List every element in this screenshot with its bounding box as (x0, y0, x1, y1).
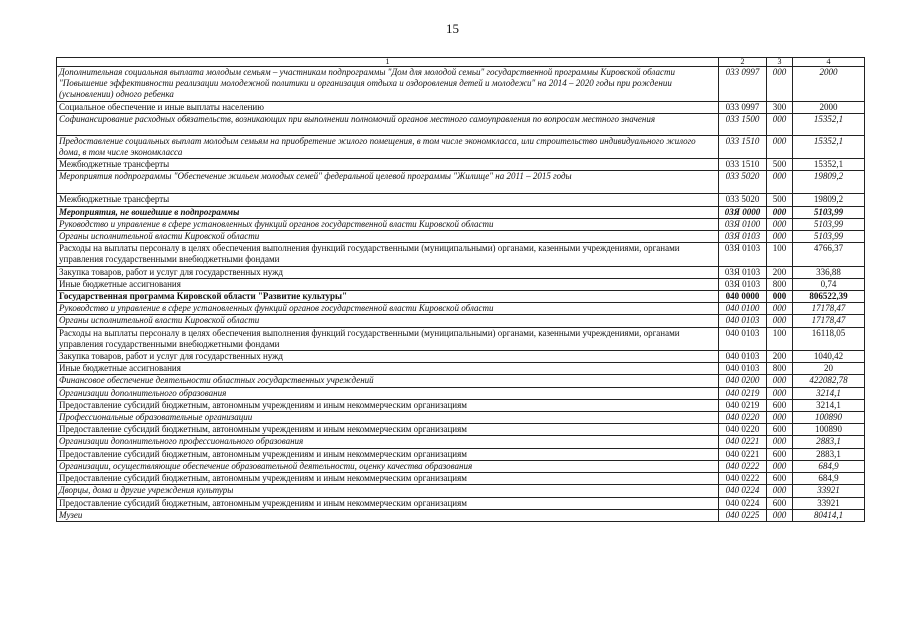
table-row (57, 485, 865, 497)
row-amount-cell: 806522,39 (793, 291, 865, 303)
row-amount-cell: 0,74 (793, 278, 865, 290)
header-col-3: 3 (767, 58, 793, 67)
table-row (57, 291, 865, 303)
row-code-cell: 040 0225 (719, 509, 767, 521)
row-type-cell: 000 (767, 171, 793, 194)
row-type-cell: 000 (767, 67, 793, 102)
row-name-cell: Предоставление субсидий бюджетным, автономным учреждениям и иным некоммерческим организациям (57, 399, 719, 411)
row-name-cell: Музеи (57, 509, 719, 521)
row-type-cell: 000 (767, 135, 793, 158)
row-type-cell: 600 (767, 497, 793, 509)
row-code-cell: 040 0222 (719, 473, 767, 485)
row-name-cell: Межбюджетные трансферты (57, 194, 719, 206)
table-row (57, 135, 865, 158)
row-name-cell: Расходы на выплаты персоналу в целях обеспечения выполнения функций государственными (муниципальными) органами, казенными учреждениями, органами управления государственными внебюджетными фондами (57, 243, 719, 266)
table-row (57, 243, 865, 266)
row-amount-cell: 15352,1 (793, 113, 865, 135)
table-row (57, 67, 865, 102)
row-amount-cell: 3214,1 (793, 399, 865, 411)
table-row (57, 171, 865, 194)
row-type-cell: 600 (767, 448, 793, 460)
table-row (57, 351, 865, 363)
row-amount-cell: 2000 (793, 67, 865, 102)
row-type-cell: 000 (767, 231, 793, 243)
table-row (57, 412, 865, 424)
row-code-cell: 03Я 0000 (719, 206, 767, 218)
table-row (57, 266, 865, 278)
row-amount-cell: 684,9 (793, 460, 865, 472)
table-row (57, 460, 865, 472)
row-code-cell: 040 0221 (719, 436, 767, 448)
row-type-cell: 200 (767, 351, 793, 363)
row-type-cell: 600 (767, 424, 793, 436)
row-type-cell: 500 (767, 194, 793, 206)
row-type-cell: 000 (767, 509, 793, 521)
row-name-cell: Предоставление субсидий бюджетным, автономным учреждениям и иным некоммерческим организациям (57, 424, 719, 436)
row-type-cell: 000 (767, 206, 793, 218)
row-name-cell: Предоставление субсидий бюджетным, автономным учреждениям и иным некоммерческим организациям (57, 448, 719, 460)
header-col-4: 4 (793, 58, 865, 67)
row-type-cell: 100 (767, 243, 793, 266)
row-name-cell: Финансовое обеспечение деятельности областных государственных учреждений (57, 375, 719, 387)
row-amount-cell: 100890 (793, 424, 865, 436)
table-row (57, 159, 865, 171)
row-amount-cell: 422082,78 (793, 375, 865, 387)
row-code-cell: 040 0222 (719, 460, 767, 472)
row-code-cell: 03Я 0103 (719, 266, 767, 278)
row-type-cell: 000 (767, 485, 793, 497)
row-code-cell: 040 0103 (719, 351, 767, 363)
header-col-2: 2 (719, 58, 767, 67)
row-type-cell: 000 (767, 315, 793, 327)
row-code-cell: 03Я 0103 (719, 231, 767, 243)
row-code-cell: 033 0997 (719, 101, 767, 113)
row-code-cell: 033 1500 (719, 113, 767, 135)
row-name-cell: Софинансирование расходных обязательств, возникающих при выполнении полномочий органов местного самоуправления по вопросам местного значения (57, 113, 719, 135)
row-type-cell: 600 (767, 399, 793, 411)
row-name-cell: Предоставление субсидий бюджетным, автономным учреждениям и иным некоммерческим организациям (57, 497, 719, 509)
table-row (57, 278, 865, 290)
row-type-cell: 000 (767, 218, 793, 230)
row-type-cell: 000 (767, 375, 793, 387)
row-code-cell: 033 5020 (719, 194, 767, 206)
table-row (57, 218, 865, 230)
row-amount-cell: 3214,1 (793, 387, 865, 399)
row-code-cell: 040 0103 (719, 363, 767, 375)
row-amount-cell: 16118,05 (793, 327, 865, 350)
row-code-cell: 033 0997 (719, 67, 767, 102)
row-amount-cell: 33921 (793, 497, 865, 509)
row-code-cell: 040 0200 (719, 375, 767, 387)
row-type-cell: 000 (767, 113, 793, 135)
row-amount-cell: 2000 (793, 101, 865, 113)
table-row (57, 231, 865, 243)
row-amount-cell: 17178,47 (793, 315, 865, 327)
row-type-cell: 000 (767, 291, 793, 303)
row-code-cell: 040 0221 (719, 448, 767, 460)
row-name-cell: Органы исполнительной власти Кировской области (57, 231, 719, 243)
row-type-cell: 500 (767, 159, 793, 171)
row-code-cell: 040 0000 (719, 291, 767, 303)
row-name-cell: Закупка товаров, работ и услуг для государственных нужд (57, 351, 719, 363)
row-amount-cell: 17178,47 (793, 303, 865, 315)
row-type-cell: 800 (767, 363, 793, 375)
row-name-cell: Профессиональные образовательные организации (57, 412, 719, 424)
table-row (57, 113, 865, 135)
row-name-cell: Иные бюджетные ассигнования (57, 278, 719, 290)
table-row (57, 194, 865, 206)
row-amount-cell: 80414,1 (793, 509, 865, 521)
row-amount-cell: 33921 (793, 485, 865, 497)
row-name-cell: Мероприятия, не вошедшие в подпрограммы (57, 206, 719, 218)
row-amount-cell: 5103,99 (793, 218, 865, 230)
row-type-cell: 800 (767, 278, 793, 290)
row-name-cell: Организации дополнительного профессионального образования (57, 436, 719, 448)
table-row (57, 206, 865, 218)
row-type-cell: 300 (767, 101, 793, 113)
row-code-cell: 033 1510 (719, 135, 767, 158)
row-amount-cell: 1040,42 (793, 351, 865, 363)
budget-table (56, 57, 865, 522)
row-amount-cell: 15352,1 (793, 135, 865, 158)
table-row (57, 436, 865, 448)
row-code-cell: 040 0220 (719, 424, 767, 436)
row-code-cell: 040 0103 (719, 327, 767, 350)
row-name-cell: Дополнительная социальная выплата молодым семьям – участникам подпрограммы "Дом для молодой семьи" государственной программы Кировской области "Повышение эффективности реализации молодежной политики и организация отдыха и оздоровления детей и молодежи" на 2014 – 2020 годы при рождении (усыновлении) одного ребенка (57, 67, 719, 102)
row-amount-cell: 684,9 (793, 473, 865, 485)
row-type-cell: 600 (767, 473, 793, 485)
row-name-cell: Предоставление социальных выплат молодым семьям на приобретение жилого помещения, в том числе экономкласса, или строительство индивидуального жилого дома, в том числе экономкласса (57, 135, 719, 158)
row-name-cell: Дворцы, дома и другие учреждения культуры (57, 485, 719, 497)
row-name-cell: Социальное обеспечение и иные выплаты населению (57, 101, 719, 113)
row-code-cell: 03Я 0103 (719, 243, 767, 266)
row-code-cell: 03Я 0103 (719, 278, 767, 290)
table-row (57, 399, 865, 411)
row-type-cell: 000 (767, 412, 793, 424)
row-name-cell: Иные бюджетные ассигнования (57, 363, 719, 375)
row-type-cell: 000 (767, 303, 793, 315)
table-row (57, 473, 865, 485)
table-row (57, 303, 865, 315)
row-amount-cell: 2883,1 (793, 448, 865, 460)
row-amount-cell: 20 (793, 363, 865, 375)
row-code-cell: 033 1510 (719, 159, 767, 171)
row-type-cell: 000 (767, 387, 793, 399)
row-code-cell: 03Я 0100 (719, 218, 767, 230)
row-name-cell: Организации, осуществляющие обеспечение образовательной деятельности, оценку качества образования (57, 460, 719, 472)
row-amount-cell: 2883,1 (793, 436, 865, 448)
row-name-cell: Руководство и управление в сфере установленных функций органов государственной власти Кировской области (57, 218, 719, 230)
page-number: 15 (446, 21, 459, 36)
row-amount-cell: 4766,37 (793, 243, 865, 266)
row-name-cell: Предоставление субсидий бюджетным, автономным учреждениям и иным некоммерческим организациям (57, 473, 719, 485)
row-amount-cell: 5103,99 (793, 231, 865, 243)
row-name-cell: Расходы на выплаты персоналу в целях обеспечения выполнения функций государственными (муниципальными) органами, казенными учреждениями, органами управления государственными внебюджетными фондами (57, 327, 719, 350)
row-type-cell: 100 (767, 327, 793, 350)
header-row (57, 58, 865, 67)
table-row (57, 509, 865, 521)
table-row (57, 315, 865, 327)
row-code-cell: 040 0219 (719, 387, 767, 399)
row-amount-cell: 336,88 (793, 266, 865, 278)
row-type-cell: 000 (767, 460, 793, 472)
row-name-cell: Организации дополнительного образования (57, 387, 719, 399)
row-amount-cell: 15352,1 (793, 159, 865, 171)
row-code-cell: 040 0219 (719, 399, 767, 411)
row-amount-cell: 5103,99 (793, 206, 865, 218)
row-name-cell: Органы исполнительной власти Кировской области (57, 315, 719, 327)
row-name-cell: Руководство и управление в сфере установленных функций органов государственной власти Кировской области (57, 303, 719, 315)
row-amount-cell: 100890 (793, 412, 865, 424)
row-type-cell: 000 (767, 436, 793, 448)
row-amount-cell: 19809,2 (793, 194, 865, 206)
row-code-cell: 040 0100 (719, 303, 767, 315)
row-name-cell: Мероприятия подпрограммы "Обеспечение жильем молодых семей" федеральной целевой программы "Жилище" на 2011 – 2015 годы (57, 171, 719, 194)
row-amount-cell: 19809,2 (793, 171, 865, 194)
table-row (57, 424, 865, 436)
table-row (57, 387, 865, 399)
table-row (57, 101, 865, 113)
header-col-1: 1 (57, 58, 719, 67)
row-type-cell: 200 (767, 266, 793, 278)
row-name-cell: Закупка товаров, работ и услуг для государственных нужд (57, 266, 719, 278)
row-code-cell: 040 0224 (719, 485, 767, 497)
row-name-cell: Государственная программа Кировской области "Развитие культуры" (57, 291, 719, 303)
table-row (57, 448, 865, 460)
table-row (57, 375, 865, 387)
table-row (57, 497, 865, 509)
row-code-cell: 033 5020 (719, 171, 767, 194)
row-code-cell: 040 0220 (719, 412, 767, 424)
table-row (57, 327, 865, 350)
row-name-cell: Межбюджетные трансферты (57, 159, 719, 171)
row-code-cell: 040 0103 (719, 315, 767, 327)
row-code-cell: 040 0224 (719, 497, 767, 509)
table-row (57, 363, 865, 375)
